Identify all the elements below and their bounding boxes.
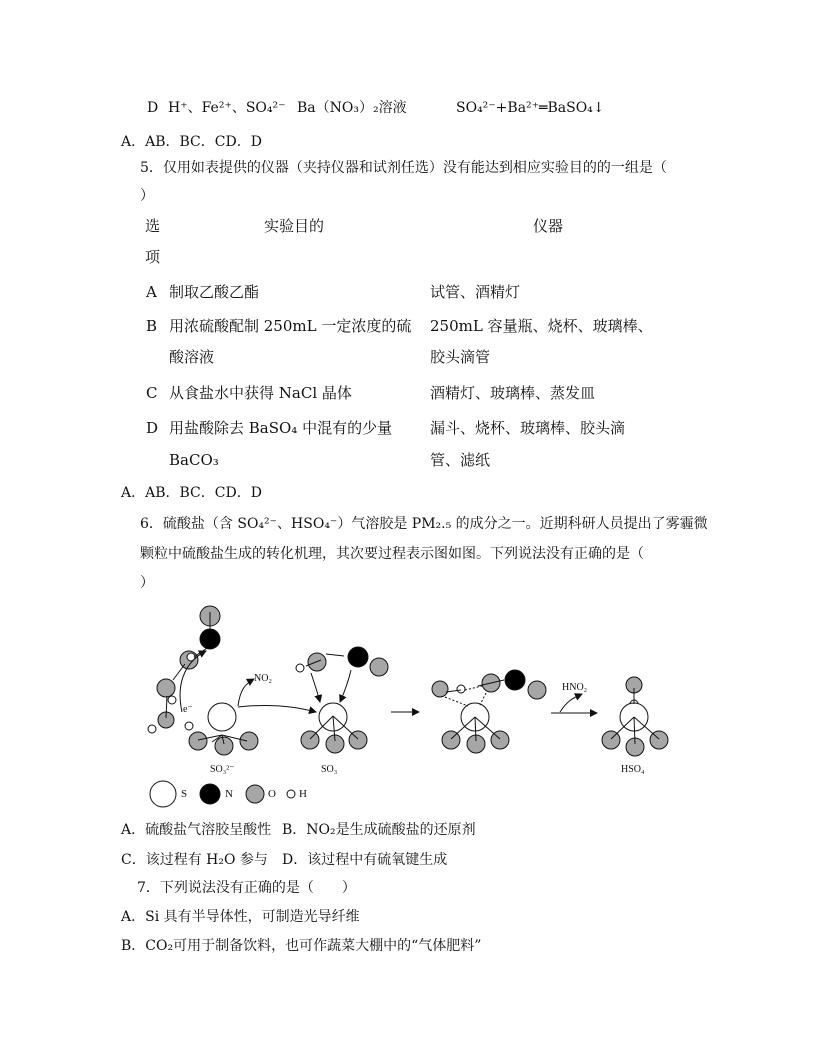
legend — [150, 781, 307, 807]
q5-options: A．AB．BC．CD．D — [121, 485, 262, 501]
hno2-release-arrow — [560, 694, 582, 712]
no2-release-arrow — [238, 679, 254, 706]
q5-row-a-option: A — [146, 283, 157, 301]
q5-row-b-instruments-line2: 胶头滴管 — [430, 348, 491, 366]
q5-row-d-option: D — [146, 419, 159, 437]
q4-rowD-equation: SO₄²⁻+Ba²⁺═BaSO₄↓ — [456, 100, 605, 116]
o-atom-a3 — [240, 732, 258, 750]
q5-row-b-purpose-line2: 酸溶液 — [169, 348, 215, 366]
oh-approach-arrow — [311, 673, 320, 702]
o-atom-b1 — [301, 731, 319, 749]
q6-option-b: B．NO₂是生成硫酸盐的还原剂 — [282, 822, 476, 838]
molecule-atoms — [148, 606, 668, 756]
hno2-label: HNO₂ — [562, 682, 588, 693]
o-atom-a2 — [215, 737, 233, 755]
q5-stem-line2: ） — [140, 188, 154, 204]
so3-ion-label: SO₃²⁻ — [210, 764, 235, 775]
q6-stem-line3: ） — [140, 575, 154, 591]
q7-option-b: B．CO₂可用于制备饮料，也可作蔬菜大棚中的“气体肥料” — [121, 938, 482, 954]
q5-row-d-purpose-line2: BaCO₃ — [169, 451, 219, 469]
legend-o-label: O — [268, 788, 276, 800]
hso4-label: HSO₄ — [621, 764, 645, 775]
legend-s-label: S — [181, 788, 188, 800]
q5-stem-line1: 5．仅用如表提供的仪器（夹持仪器和试剂任选）没有能达到相应实验目的的一组是（ — [140, 160, 667, 176]
legend-n-label: N — [225, 788, 233, 800]
q6-option-d: D．该过程中有硫氧键生成 — [282, 852, 448, 868]
q6-stem-line1: 6．硫酸盐（含 SO₄²⁻、HSO₄⁻）气溶胶是 PM₂.₅ 的成分之一。近期科研人员提出了雾霾微 — [140, 516, 708, 532]
q7-stem: 7．下列说法没有正确的是（ ） — [137, 880, 356, 896]
q5-row-b-purpose-line1: 用浓硫酸配制 250mL 一定浓度的硫 — [169, 317, 412, 335]
no2-label: NO₂ — [254, 673, 272, 684]
q4-rowD-letter: D — [147, 100, 159, 116]
legend-n-icon — [200, 784, 220, 804]
q5-row-d-instruments-line1: 漏斗、烧杯、玻璃棒、胶头滴 — [430, 419, 626, 437]
n-atom-top — [200, 629, 220, 649]
q4-rowD-ions: H⁺、Fe²⁺、SO₄²⁻ — [168, 100, 286, 116]
legend-h-icon — [287, 790, 295, 798]
legend-o-icon — [246, 785, 264, 803]
n-atom-no2 — [348, 647, 368, 667]
so3-label: SO₃ — [321, 764, 338, 775]
h-atom-5 — [296, 664, 304, 672]
legend-h-label: H — [299, 788, 307, 800]
bond-lines — [166, 612, 659, 744]
q4-options: A．AB．BC．CD．D — [121, 134, 262, 150]
s-atom-so3-ion — [208, 703, 236, 731]
q5-header-purpose: 实验目的 — [264, 217, 325, 235]
h-atom-2 — [168, 696, 176, 704]
q5-header-option-a: 选 — [145, 217, 161, 235]
h-atom-3 — [148, 725, 156, 733]
electron-label: e⁻ — [183, 704, 193, 715]
q7-option-a: A．Si 具有半导体性，可制造光导纤维 — [121, 909, 360, 925]
q6-stem-line2: 颗粒中硫酸盐生成的转化机理，其次要过程表示图如图。下列说法没有正确的是（ — [140, 546, 644, 562]
o-atom-d1 — [602, 731, 620, 749]
q4-rowD-reagent: Ba（NO₃）₂溶液 — [297, 100, 407, 116]
q5-header-instruments: 仪器 — [533, 217, 564, 235]
o-atom-c-left — [432, 681, 448, 697]
q5-row-a-purpose: 制取乙酸乙酯 — [169, 283, 260, 301]
o-atom-a1 — [189, 732, 207, 750]
q5-row-a-instruments: 试管、酒精灯 — [430, 283, 521, 301]
q5-row-c-option: C — [146, 384, 158, 402]
legend-s-icon — [150, 781, 176, 807]
q5-header-option-b: 项 — [145, 248, 161, 266]
o-atom-c-right — [528, 681, 546, 699]
q5-row-c-purpose: 从食盐水中获得 NaCl 晶体 — [169, 384, 352, 402]
q5-row-c-instruments: 酒精灯、玻璃棒、蒸发皿 — [430, 384, 596, 402]
n-atom-c — [505, 670, 525, 690]
q5-row-d-instruments-line2: 管、滤纸 — [430, 451, 491, 469]
so3-ion-to-so3-arrow — [238, 705, 316, 712]
h-atom-6 — [457, 685, 465, 693]
o-atom-no2 — [370, 658, 388, 676]
q6-option-a: A．硫酸盐气溶胶呈酸性 — [121, 822, 272, 838]
h-atom-4 — [185, 722, 193, 730]
q5-row-b-option: B — [146, 317, 158, 335]
q6-option-c: C．该过程有 H₂O 参与 — [121, 852, 268, 868]
q5-row-d-purpose-line1: 用盐酸除去 BaSO₄ 中混有的少量 — [169, 419, 393, 437]
q5-row-b-instruments-line1: 250mL 容量瓶、烧杯、玻璃棒、 — [430, 317, 653, 335]
diagram-labels — [183, 673, 645, 775]
no2-approach-arrow — [340, 670, 351, 702]
o-atom-left — [157, 679, 175, 697]
